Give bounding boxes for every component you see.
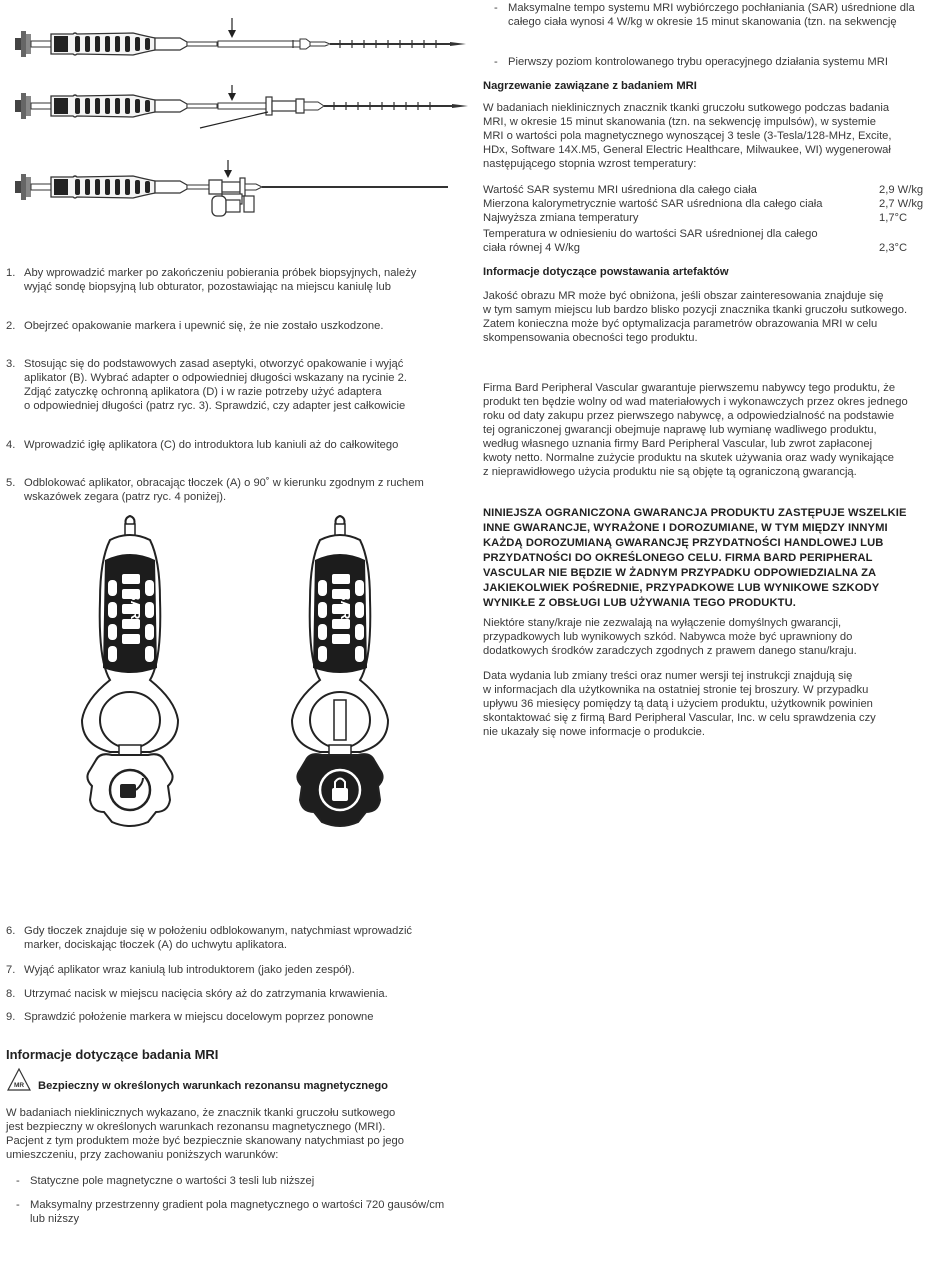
- paragraph-line: MRI o wartości pola magnetycznego wynoszącej 3 tesle (3-Tesla/128-MHz, Excite,: [483, 130, 892, 142]
- artifact-heading: Informacje dotyczące powstawania artefaktów: [483, 266, 729, 278]
- step-text: Gdy tłoczek znajduje się w położeniu odblokowanym, natychmiast wprowadzić: [24, 925, 413, 937]
- step-number: 9.: [6, 1011, 16, 1023]
- step-number: 8.: [6, 988, 16, 1000]
- mr-conditional-label: Bezpieczny w określonych warunkach rezonansu magnetycznego: [38, 1080, 389, 1092]
- paragraph-line: WYNIKŁE Z OBSŁUGI LUB UŻYWANIA TEGO PRODUKTU.: [483, 597, 796, 609]
- paragraph-line: z nieprawidłowego użycia produktu nie są objęte tą ograniczoną gwarancją.: [483, 466, 857, 478]
- step-number: 7.: [6, 964, 16, 976]
- paragraph-line: HDx, Software 14X.M5, General Electric Healthcare, Milwaukee, WI) wygenerował: [483, 144, 891, 156]
- step-text: aplikator (B). Wybrać adapter o odpowiedniej długości wskazany na rycinie 2.: [24, 372, 407, 384]
- paragraph-line: dodatkowych środków zaradczych zgodnych z prawem danego stanu/kraju.: [483, 645, 857, 657]
- list-text: Maksymalny przestrzenny gradient pola magnetycznego o wartości 720 gausów/cm: [30, 1199, 445, 1211]
- table-value: 2,7 W/kg: [879, 198, 924, 210]
- list-dash: -: [16, 1175, 20, 1187]
- paragraph-line: jest bezpieczny w określonych warunkach rezonansu magnetycznego (MRI).: [6, 1121, 386, 1133]
- heating-paragraph: [483, 101, 892, 171]
- paragraph-line: produkt ten będzie wolny od wad materiałowych i wykonawczych przez okres jednego: [483, 396, 908, 408]
- paragraph-line: W badaniach nieklinicznych znacznik tkanki gruczołu sutkowego podczas badania: [483, 102, 890, 114]
- paragraph-line: Jakość obrazu MR może być obniżona, jeśli obszar zainteresowania znajduje się: [483, 290, 884, 302]
- paragraph-line: tej ograniczonej gwarancji obejmuje naprawę lub wymianę wadliwego produktu,: [483, 424, 877, 436]
- paragraph-line: upływu 36 miesięcy pomiędzy tą datą i użyciem produktu, użytkownik powinien: [483, 698, 873, 710]
- heating-heading: Nagrzewanie zawiązane z badaniem MRI: [483, 80, 697, 92]
- step-number: 2.: [6, 320, 16, 332]
- handle-locked-figure: [292, 516, 388, 826]
- table-label: Temperatura w odniesieniu do wartości SAR uśrednionej dla całego: [483, 228, 818, 240]
- paragraph-line: w tym samym miejscu lub bardzo blisko pozycji znacznika tkanki gruczołu sutkowego.: [483, 304, 908, 316]
- list-text: Statyczne pole magnetyczne o wartości 3 tesli lub niższej: [30, 1175, 315, 1187]
- list-dash: -: [494, 56, 498, 68]
- step-text: marker, dociskając tłoczek (A) do uchwytu aplikatora.: [24, 939, 288, 951]
- paragraph-line: skompensowania obecności tego produktu.: [483, 332, 698, 344]
- table-row: [483, 183, 928, 197]
- paragraph-line: JAKIEKOLWIEK POŚREDNIE, PRZYPADKOWE LUB WYNIKOWE SZKODY: [483, 582, 880, 594]
- step-text: Wyjąć aplikator wraz kaniulą lub introduktorem (jako jeden zespół).: [24, 964, 355, 976]
- applicator-figure-1: [15, 18, 466, 57]
- paragraph-line: przypadkowych lub wynikowych szkód. Nabywca może być uprawniony do: [483, 631, 853, 643]
- table-label: Najwyższa zmiana temperatury: [483, 212, 639, 224]
- paragraph-line: INNE GWARANCJE, WYRAŻONE I DOROZUMIANE, W TYM MIĘDZY INNYMI: [483, 522, 888, 534]
- paragraph-line: PRZYDATNOŚCI DO OKREŚLONEGO CELU. FIRMA BARD PERIPHERAL: [483, 552, 873, 564]
- step-number: 6.: [6, 925, 16, 937]
- paragraph-line: Pacjent z tym produktem może być bezpiecznie skanowany natychmiast po jego: [6, 1135, 404, 1147]
- handle-unlocked-figure: [82, 516, 178, 826]
- paragraph-line: według własnego uznania firmy Bard Peripheral Vascular, lub zwrot zapłaconej: [483, 438, 873, 450]
- step-number: 3.: [6, 358, 16, 370]
- paragraph-line: MRI, w okresie 15 minut skanowania (tzn. na sekwencję impulsów), w systemie: [483, 116, 876, 128]
- handle-brand-label: BARD: [128, 591, 143, 629]
- paragraph-line: Zatem konieczna może być optymalizacja parametrów obrazowania MRI w celu: [483, 318, 878, 330]
- step-number: 4.: [6, 439, 16, 451]
- step-text: Wprowadzić igłę aplikatora (C) do introduktora lub kaniuli aż do całkowitego: [24, 439, 399, 451]
- table-label: Mierzona kalorymetrycznie wartość SAR uśredniona dla całego ciała: [483, 198, 823, 210]
- mri-heading: Informacje dotyczące badania MRI: [6, 1047, 219, 1062]
- table-row: [483, 227, 928, 255]
- table-row: [483, 211, 928, 225]
- step-text: Sprawdzić położenie markera w miejscu docelowym poprzez ponowne: [24, 1011, 374, 1023]
- table-value: 2,3°C: [879, 242, 908, 254]
- step-text: Utrzymać nacisk w miejscu nacięcia skóry aż do zatrzymania krwawienia.: [24, 988, 388, 1000]
- step-text: wskazówek zegara (patrz ryc. 4 poniżej).: [24, 491, 227, 503]
- paragraph-line: VASCULAR NIE BĘDZIE W ŻADNYM PRZYPADKU ODPOWIEDZIALNA ZA: [483, 567, 877, 579]
- step-text: Zdjąć zatyczkę ochronną aplikatora (D) i w razie potrzeby użyć adaptera: [24, 386, 382, 398]
- warranty-paragraph: [483, 381, 908, 479]
- warranty-disclaimer: [483, 506, 907, 611]
- paragraph-line: w informacjach dla użytkownika na ostatniej stronie tej broszury. W przypadku: [483, 684, 869, 696]
- mr-conditional-icon: [8, 1069, 30, 1090]
- table-row: [483, 197, 928, 211]
- list-text: Pierwszy poziom kontrolowanego trybu operacyjnego działania systemu MRI: [508, 56, 888, 68]
- step-number: 5.: [6, 477, 16, 489]
- paragraph-line: skontaktować się z firmą Bard Peripheral Vascular, Inc. w celu sprawdzenia czy: [483, 712, 876, 724]
- paragraph-line: nie ukazały się nowe informacje o produkcie.: [483, 726, 706, 738]
- paragraph-line: następującego stopnia wzrost temperatury:: [483, 158, 697, 170]
- list-dash: -: [16, 1199, 20, 1211]
- list-text: lub niższy: [30, 1213, 80, 1225]
- paragraph-line: Niektóre stany/kraje nie zezwalają na wyłączenie domyślnych gwarancji,: [483, 617, 842, 629]
- paragraph-line: W badaniach nieklinicznych wykazano, że znacznik tkanki gruczołu sutkowego: [6, 1107, 396, 1119]
- step-text: Aby wprowadzić marker po zakończeniu pobierania próbek biopsyjnych, należy: [24, 267, 417, 279]
- step-text: Obejrzeć opakowanie markera i upewnić się, że nie zostało uszkodzone.: [24, 320, 384, 332]
- mri-paragraph: [6, 1106, 404, 1162]
- paragraph-line: Firma Bard Peripheral Vascular gwarantuje pierwszemu nabywcy tego produktu, że: [483, 382, 896, 394]
- list-text: Maksymalne tempo systemu MRI wybiórczego pochłaniania (SAR) uśrednione dla: [508, 2, 915, 14]
- table-label: ciała równej 4 W/kg: [483, 242, 580, 254]
- applicator-figure-2: [15, 85, 468, 128]
- paragraph-line: Data wydania lub zmiany treści oraz numer wersji tej instrukcji znajdują się: [483, 670, 853, 682]
- paragraph-line: KAŻDĄ DOROZUMIANĄ GWARANCJĘ PRZYDATNOŚCI HANDLOWEJ LUB: [483, 537, 884, 549]
- applicator-figure-3: [15, 160, 448, 216]
- step-text: Stosując się do podstawowych zasad aseptyki, otworzyć opakowanie i wyjąć: [24, 358, 404, 370]
- date-paragraph: [483, 669, 876, 739]
- states-paragraph: [483, 616, 857, 658]
- paragraph-line: roku od daty zakupu przez pierwszego nabywcę, a odpowiedzialność na podstawie: [483, 410, 895, 422]
- list-dash: -: [494, 2, 498, 14]
- paragraph-line: kwoty netto. Normalne zużycie produktu na skutek używania oraz wady wynikające: [483, 452, 895, 464]
- step-text: Odblokować aplikator, obracając tłoczek (A) o 90˚ w kierunku zgodnym z ruchem: [24, 477, 424, 489]
- step-text: wyjąć sondę biopsyjną lub obturator, pozostawiając na miejscu kaniulę lub: [24, 281, 391, 293]
- svg-text:MR: MR: [13, 1082, 25, 1089]
- step-number: 1.: [6, 267, 16, 279]
- list-text: całego ciała wynosi 4 W/kg w okresie 15 minut skanowania (tzn. na sekwencję: [508, 16, 897, 28]
- paragraph-line: NINIEJSZA OGRANICZONA GWARANCJA PRODUKTU ZASTĘPUJE WSZELKIE: [483, 507, 907, 519]
- table-value: 1,7°C: [879, 212, 908, 224]
- step-text: o odpowiedniej długości (patrz ryc. 3). Sprawdzić, czy adapter jest całkowicie: [24, 400, 406, 412]
- table-label: Wartość SAR systemu MRI uśredniona dla całego ciała: [483, 184, 757, 196]
- table-value: 2,9 W/kg: [879, 184, 924, 196]
- paragraph-line: umieszczeniu, przy zachowaniu poniższych warunków:: [6, 1149, 279, 1161]
- artifact-paragraph: [483, 289, 907, 345]
- handle-brand-label-2: BARD: [338, 591, 353, 629]
